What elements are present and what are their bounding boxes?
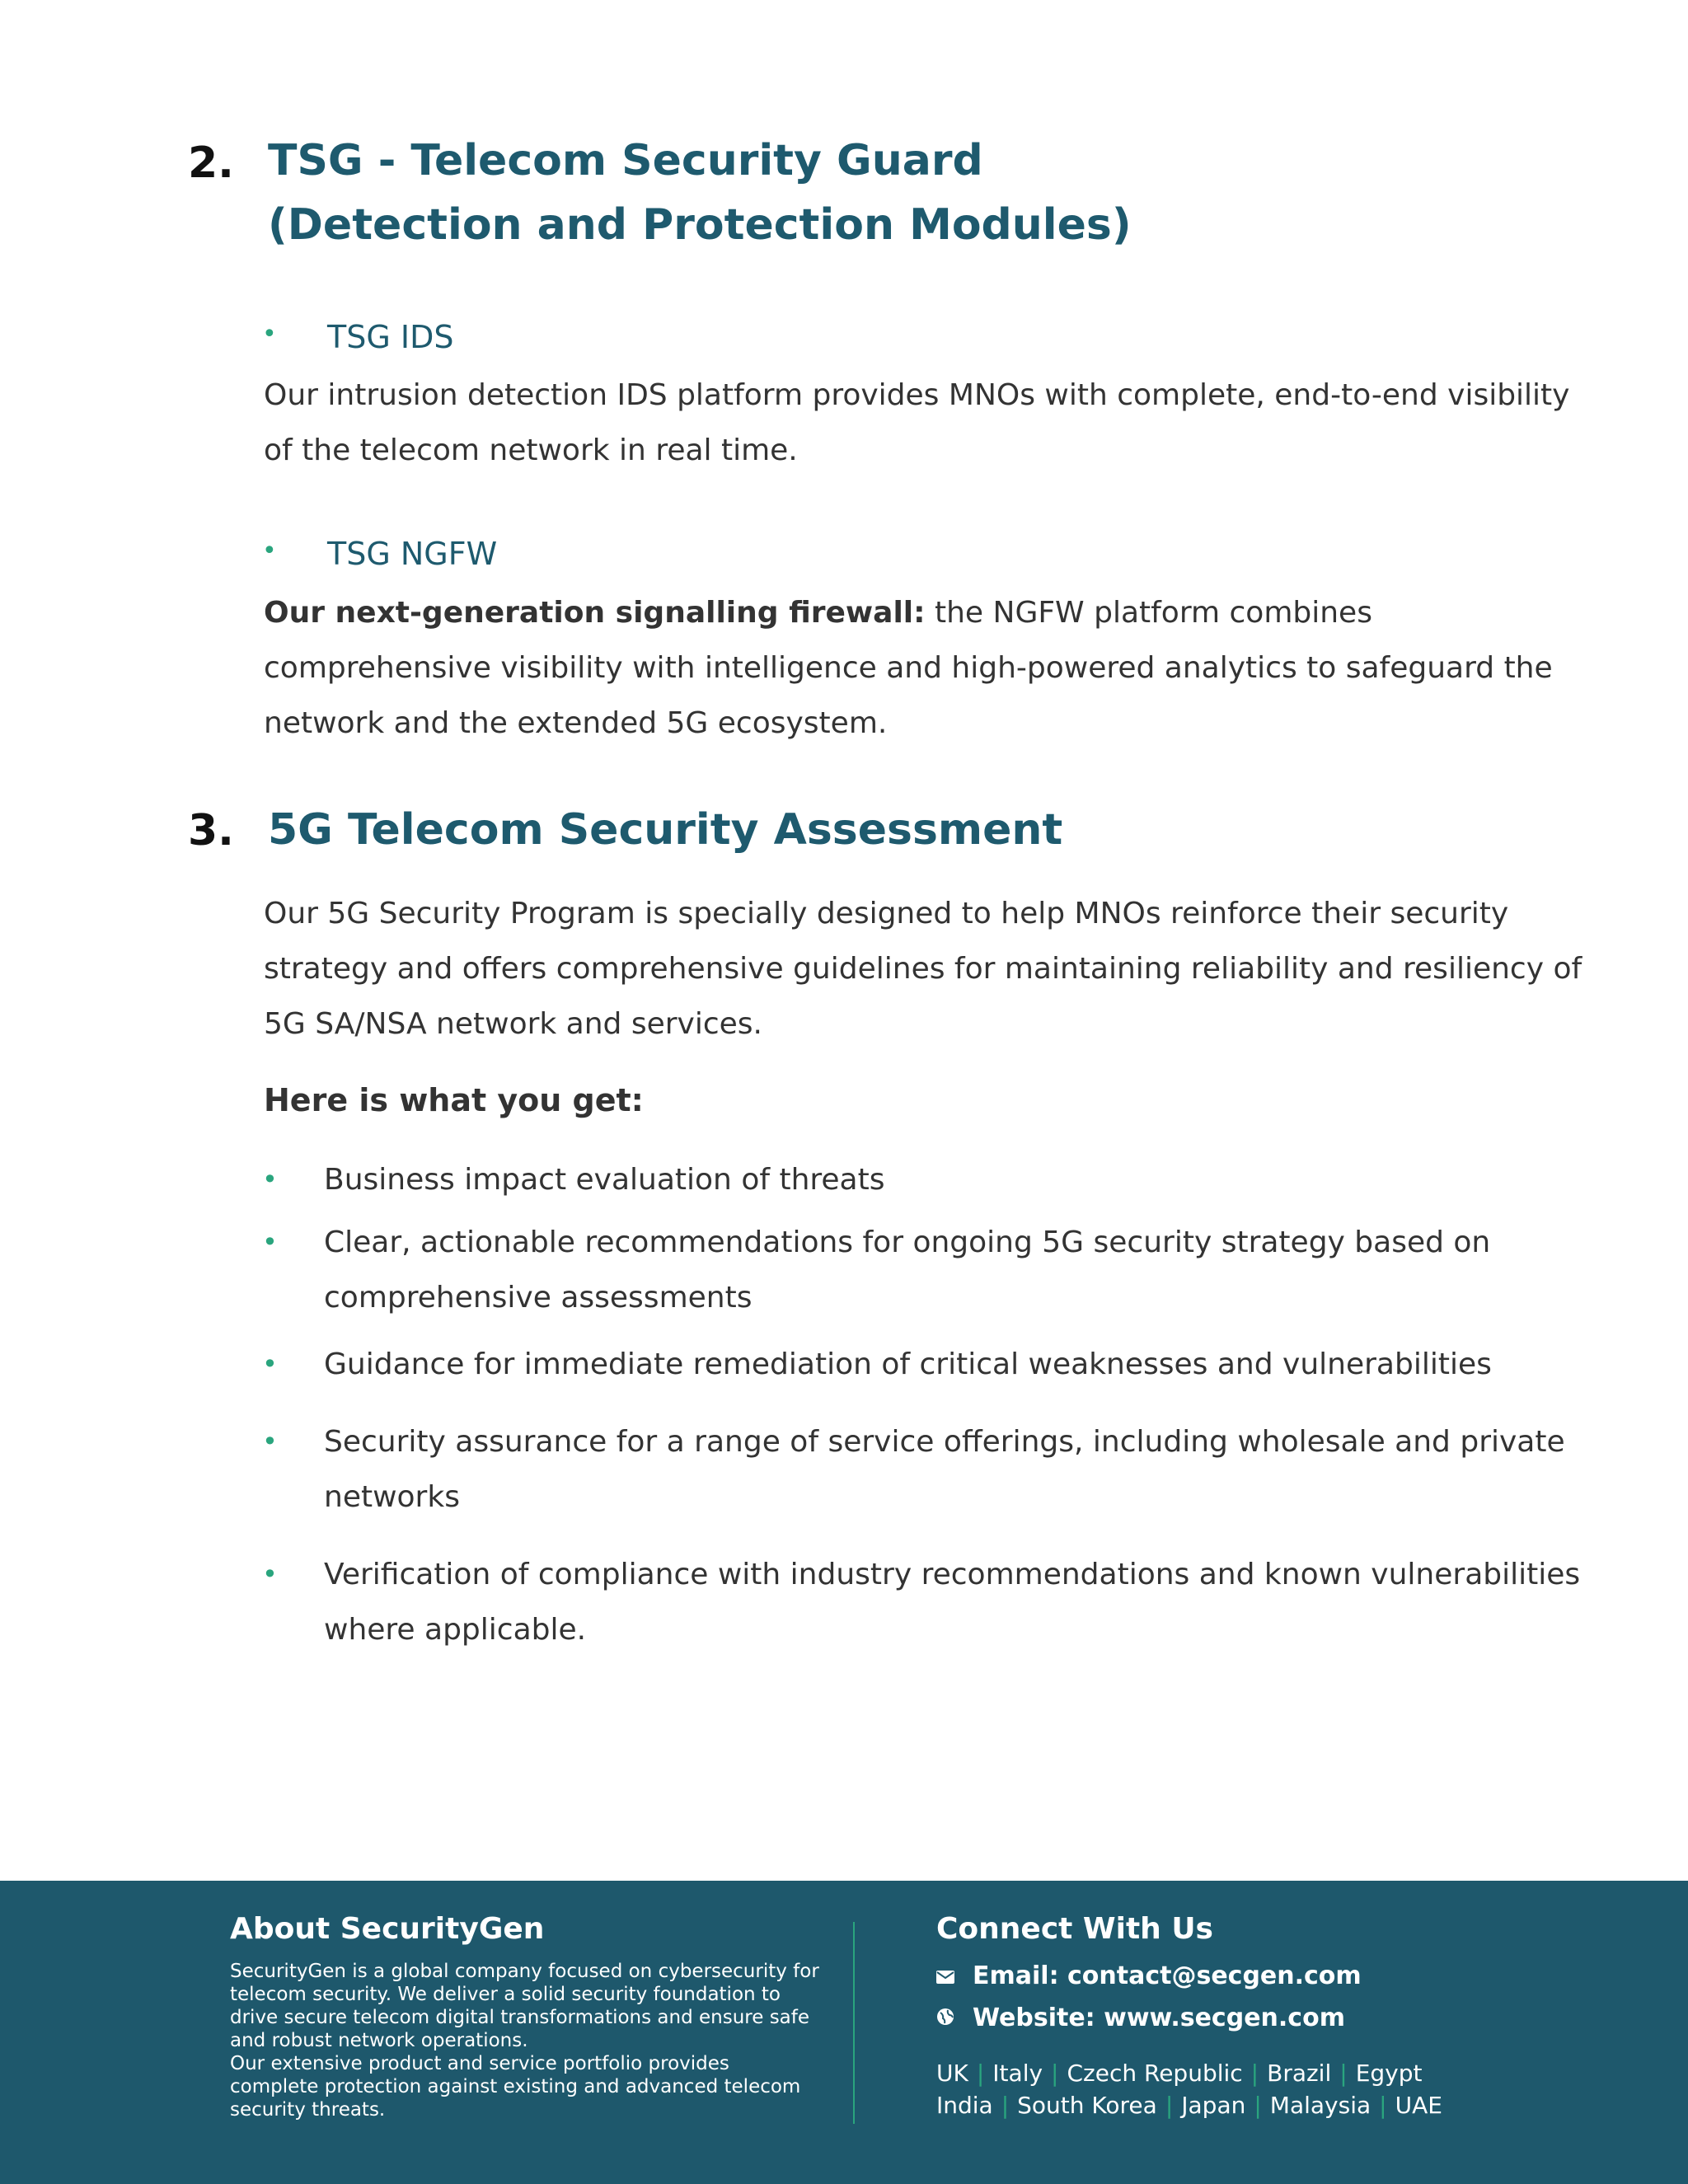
bullet-dot: •: [262, 1348, 278, 1380]
location: Egypt: [1355, 2060, 1423, 2087]
section-2-number: 2.: [188, 138, 234, 188]
tsg-ids-bullet: •: [262, 320, 277, 349]
tsg-ngfw-text: the NGFW platform combines comprehensive visibility with intelligence and high-powered analytics to safeguard the network and the extended 5G ecosystem.: [264, 596, 1553, 740]
section-3-lead: Here is what you get:: [264, 1082, 644, 1118]
tsg-ngfw-title: TSG NGFW: [327, 536, 498, 572]
location: Japan: [1181, 2092, 1246, 2119]
tsg-ngfw-bold-lead: Our next-generation signalling firewall:: [264, 596, 926, 630]
location: UAE: [1395, 2092, 1442, 2119]
section-2-title: [268, 129, 1132, 257]
email-link[interactable]: Email: contact@secgen.com: [973, 1961, 1362, 1990]
locations-row-2: India | South Korea | Japan | Malaysia | UAE: [936, 2092, 1442, 2119]
location: Brazil: [1267, 2060, 1332, 2087]
section-3-number: 3.: [188, 806, 234, 855]
about-text: [230, 1960, 823, 2121]
list-item: • Clear, actionable recommendations for ongoing 5G security strategy based on comprehensive assessments: [262, 1215, 1597, 1325]
office-locations: [936, 2057, 1442, 2121]
location: UK: [936, 2060, 968, 2087]
tsg-ids-title: TSG IDS: [327, 319, 454, 355]
location: South Korea: [1017, 2092, 1157, 2119]
list-item: • Security assurance for a range of service offerings, including wholesale and private networks: [262, 1414, 1597, 1525]
about-paragraph-1: SecurityGen is a global company focused on cybersecurity for telecom security. We deliver a solid security foundation to drive secure telecom digital transformations and ensure safe and robust network operations.: [230, 1961, 819, 2051]
list-item: • Verification of compliance with industry recommendations and known vulnerabilities where applicable.: [262, 1547, 1597, 1657]
locations-row-1: UK | Italy | Czech Republic | Brazil | Egypt: [936, 2060, 1423, 2087]
about-title: About SecurityGen: [230, 1912, 545, 1946]
bullet-dot: •: [262, 1226, 278, 1258]
envelope-icon: [936, 1959, 956, 1999]
contact-block: [936, 1957, 1362, 2041]
tsg-ngfw-description: [264, 585, 1599, 751]
bullet-dot: •: [262, 1558, 278, 1590]
section-2-title-line-2: (Detection and Protection Modules): [268, 200, 1132, 250]
location: Italy: [992, 2060, 1043, 2087]
bullet-dot: •: [262, 1426, 278, 1457]
about-paragraph-2: Our extensive product and service portfolio provides complete protection against existing and advanced telecom security threats.: [230, 2053, 801, 2121]
connect-title: Connect With Us: [936, 1912, 1213, 1946]
footer-divider: [853, 1922, 855, 2124]
footer: [0, 1881, 1688, 2184]
tsg-ngfw-bullet: •: [262, 537, 277, 565]
section-2-title-line-1: TSG - Telecom Security Guard: [268, 136, 983, 185]
globe-icon: [936, 2001, 956, 2041]
tsg-ids-description: Our intrusion detection IDS platform provides MNOs with complete, end-to-end visibility of the telecom network in real time.: [264, 378, 1570, 467]
location: Czech Republic: [1067, 2060, 1243, 2087]
website-row[interactable]: [936, 1999, 1362, 2041]
email-row[interactable]: [936, 1957, 1362, 1999]
list-item: • Guidance for immediate remediation of critical weaknesses and vulnerabilities: [262, 1337, 1597, 1392]
bullet-dot: •: [262, 1164, 278, 1195]
list-item: • Business impact evaluation of threats: [262, 1152, 1597, 1207]
section-3-intro: Our 5G Security Program is specially designed to help MNOs reinforce their security strategy and offers comprehensive guidelines for maintaining reliability and resiliency of 5G SA/NSA network and services.: [264, 897, 1582, 1041]
assessment-benefits-list: [262, 1152, 1597, 1657]
location: Malaysia: [1269, 2092, 1372, 2119]
location: India: [936, 2092, 993, 2119]
website-link[interactable]: Website: www.secgen.com: [973, 2004, 1345, 2032]
section-3-title: 5G Telecom Security Assessment: [268, 805, 1063, 855]
